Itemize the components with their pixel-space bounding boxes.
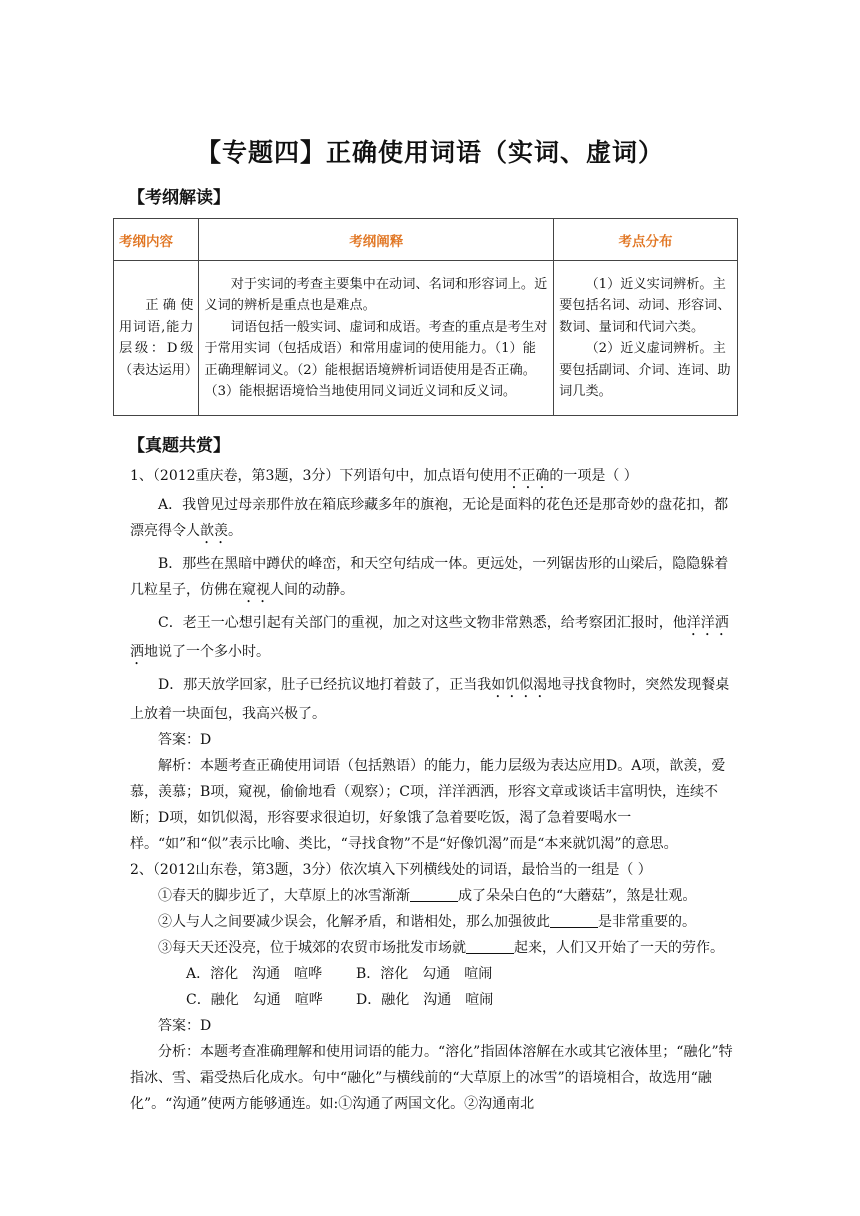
table-cell-explain	[199, 261, 554, 416]
analysis: 分析：本题考查准确理解和使用词语的能力。“溶化”指固体溶解在水或其它液体里；“融化”特指冰、雪、霜受热后化成水。句中“融化”与横线前的“大草原上的冰雪”的语境相合，故选用“融化”。“沟通”使两方能够通连。如:①沟通了两国文化。②沟通南北	[130, 1044, 733, 1112]
table-row	[114, 261, 738, 416]
table-header-cell: 考纲内容	[114, 219, 199, 261]
distribution-paragraph: （2）近义虚词辨析。主要包括副词、介词、连词、助词几类。	[559, 341, 731, 399]
explain-paragraph: 对于实词的考查主要集中在动词、名词和形容词上。近义词的辨析是重点也是难点。	[204, 276, 548, 313]
table-cell-content	[114, 261, 199, 416]
distribution-paragraph: （1）近义实词辨析。主要包括名词、动词、形容词、数词、量词和代词六类。	[559, 276, 731, 335]
option-c: C．老王一心想引起有关部门的重视，加之对这些文物非常熟悉，给考察团汇报时，他洋洋洒洒地说了一个多小时。	[130, 615, 729, 660]
option-b: B．那些在黑暗中蹲伏的峰峦，和天空句结成一体。更远处，一列锯齿形的山梁后，隐隐躲着几粒星子，仿佛在窥视人间的动静。	[130, 556, 729, 598]
section-heading-outline: 【考纲解读】	[128, 188, 230, 208]
option-a: A．我曾见过母亲那件放在箱底珍藏多年的旗袍，无论是面料的花色还是那奇妙的盘花扣，都漂亮得令人歆羡。	[130, 497, 729, 539]
blank-line	[550, 913, 598, 928]
content-text: 正确使用词语,能力层级：D级（表达运用）	[119, 298, 199, 378]
outline-table	[113, 218, 738, 416]
question-stem: 2、（2012山东卷，第3题，3分）依次填入下列横线处的词语，最恰当的一组是（ ）	[130, 862, 652, 878]
page-title: 【专题四】正确使用词语（实词、虚词）	[195, 138, 664, 167]
answer: 答案：D	[158, 1018, 212, 1034]
table-header-cell: 考点分布	[554, 219, 738, 261]
table-header-row	[114, 219, 738, 261]
table-header-cell: 考纲阐释	[199, 219, 554, 261]
blank-line	[466, 939, 514, 954]
analysis: 解析：本题考查正确使用词语（包括熟语）的能力，能力层级为表达应用D。A项，歆羡，爱慕，羡慕；B项，窥视，偷偷地看（观察）；C项，洋洋洒洒，形容文章或谈话丰富明快，连续不断；D项，如饥似渴，形容要求很迫切，好象饿了急着要吃饭，渴了急着要喝水一样。“如”和“似”表示比喻、类比，“寻找食物”不是“好像饥渴”而是“本来就饥渴”的意思。	[130, 758, 726, 852]
option-a: A．溶化 沟通 喧哗	[186, 966, 323, 982]
question-stem: 1、（2012重庆卷，第3题，3分）下列语句中，加点语句使用不正确的一项是（ ）	[130, 468, 638, 484]
explain-paragraph: 词语包括一般实词、虚词和成语。考查的重点是考生对于常用实词（包括成语）和常用虚词的使用能力。（1）能正确理解词义。（2）能根据语境辨析词语使用是否正确。（3）能根据语境恰当地使用同义词近义词和反义词。	[204, 319, 548, 399]
answer: 答案：D	[158, 732, 212, 748]
sentence-1: ①春天的脚步近了，大草原上的冰雪渐渐 成了朵朵白色的“大蘑菇”，煞是壮观。	[158, 888, 697, 904]
options-row	[130, 987, 736, 1013]
option-d: D．融化 沟通 喧闹	[356, 992, 494, 1008]
options-row	[130, 961, 736, 987]
option-d: D．那天放学回家，肚子已经抗议地打着鼓了，正当我如饥似渴地寻找食物时，突然发现餐桌上放着一块面包，我高兴极了。	[130, 677, 730, 722]
section-heading-real-questions: 【真题共赏】	[128, 436, 230, 456]
table-cell-distribution	[554, 261, 738, 416]
option-b: B．溶化 勾通 喧闹	[356, 966, 493, 982]
sentence-3: ③每天天还没亮，位于城郊的农贸市场批发市场就 起来，人们又开始了一天的劳作。	[158, 940, 724, 956]
question-block	[130, 463, 736, 1117]
blank-line	[410, 887, 458, 902]
sentence-2: ②人与人之间要减少误会，化解矛盾，和谐相处，那么加强彼此 是非常重要的。	[158, 914, 696, 930]
option-c: C．融化 勾通 喧哗	[186, 992, 323, 1008]
